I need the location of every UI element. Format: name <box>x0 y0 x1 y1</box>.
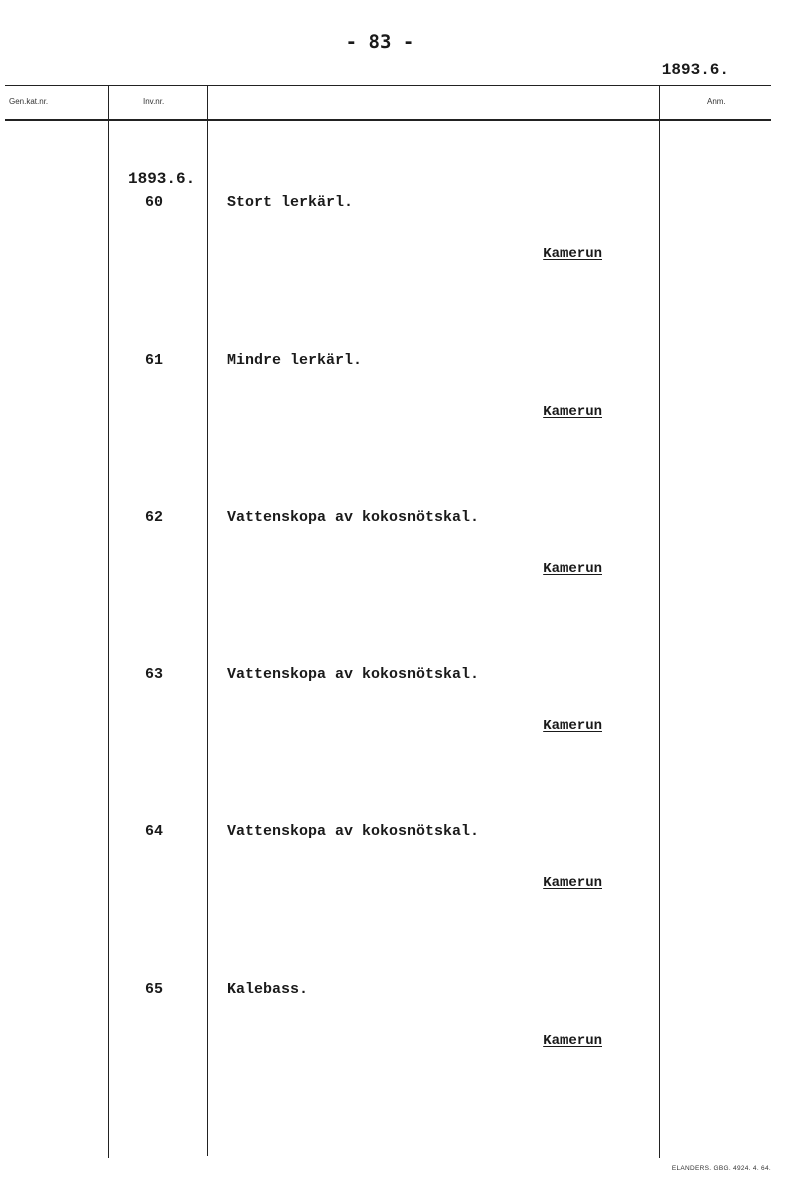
item-origin: Kamerun <box>543 404 602 420</box>
item-description: Vattenskopa av kokosnötskal. <box>227 666 480 683</box>
inventory-number: 65 <box>145 981 164 998</box>
catalog-entry <box>0 194 785 304</box>
item-origin: Kamerun <box>543 718 602 734</box>
catalog-entry <box>0 666 785 776</box>
printer-imprint: ELANDERS. GBG. 4924. 4. 64. <box>671 1165 771 1172</box>
item-description: Kalebass. <box>227 981 309 998</box>
inventory-number: 60 <box>145 194 164 211</box>
header-bottom-rule <box>5 119 771 121</box>
inventory-number: 63 <box>145 666 164 683</box>
item-description: Vattenskopa av kokosnötskal. <box>227 509 480 526</box>
catalog-entry <box>0 509 785 619</box>
item-description: Vattenskopa av kokosnötskal. <box>227 823 480 840</box>
column-header-inv-nr: Inv.nr. <box>143 97 165 106</box>
inventory-number: 61 <box>145 352 164 369</box>
catalog-entry <box>0 352 785 462</box>
inventory-number: 64 <box>145 823 164 840</box>
item-description: Stort lerkärl. <box>227 194 354 211</box>
header-top-rule <box>5 85 771 86</box>
header-collection-ref: 1893.6. <box>661 61 729 79</box>
item-origin: Kamerun <box>543 875 602 891</box>
catalog-entry <box>0 981 785 1091</box>
item-description: Mindre lerkärl. <box>227 352 363 369</box>
column-header-anm: Anm. <box>707 97 726 106</box>
item-origin: Kamerun <box>543 1033 602 1049</box>
item-origin: Kamerun <box>543 561 602 577</box>
catalog-entry <box>0 823 785 933</box>
item-origin: Kamerun <box>543 246 602 262</box>
inventory-number: 62 <box>145 509 164 526</box>
column-header-gen-kat-nr: Gen.kat.nr. <box>9 97 49 106</box>
section-date: 1893.6. <box>128 170 196 188</box>
page-number: - 83 - <box>345 31 415 53</box>
